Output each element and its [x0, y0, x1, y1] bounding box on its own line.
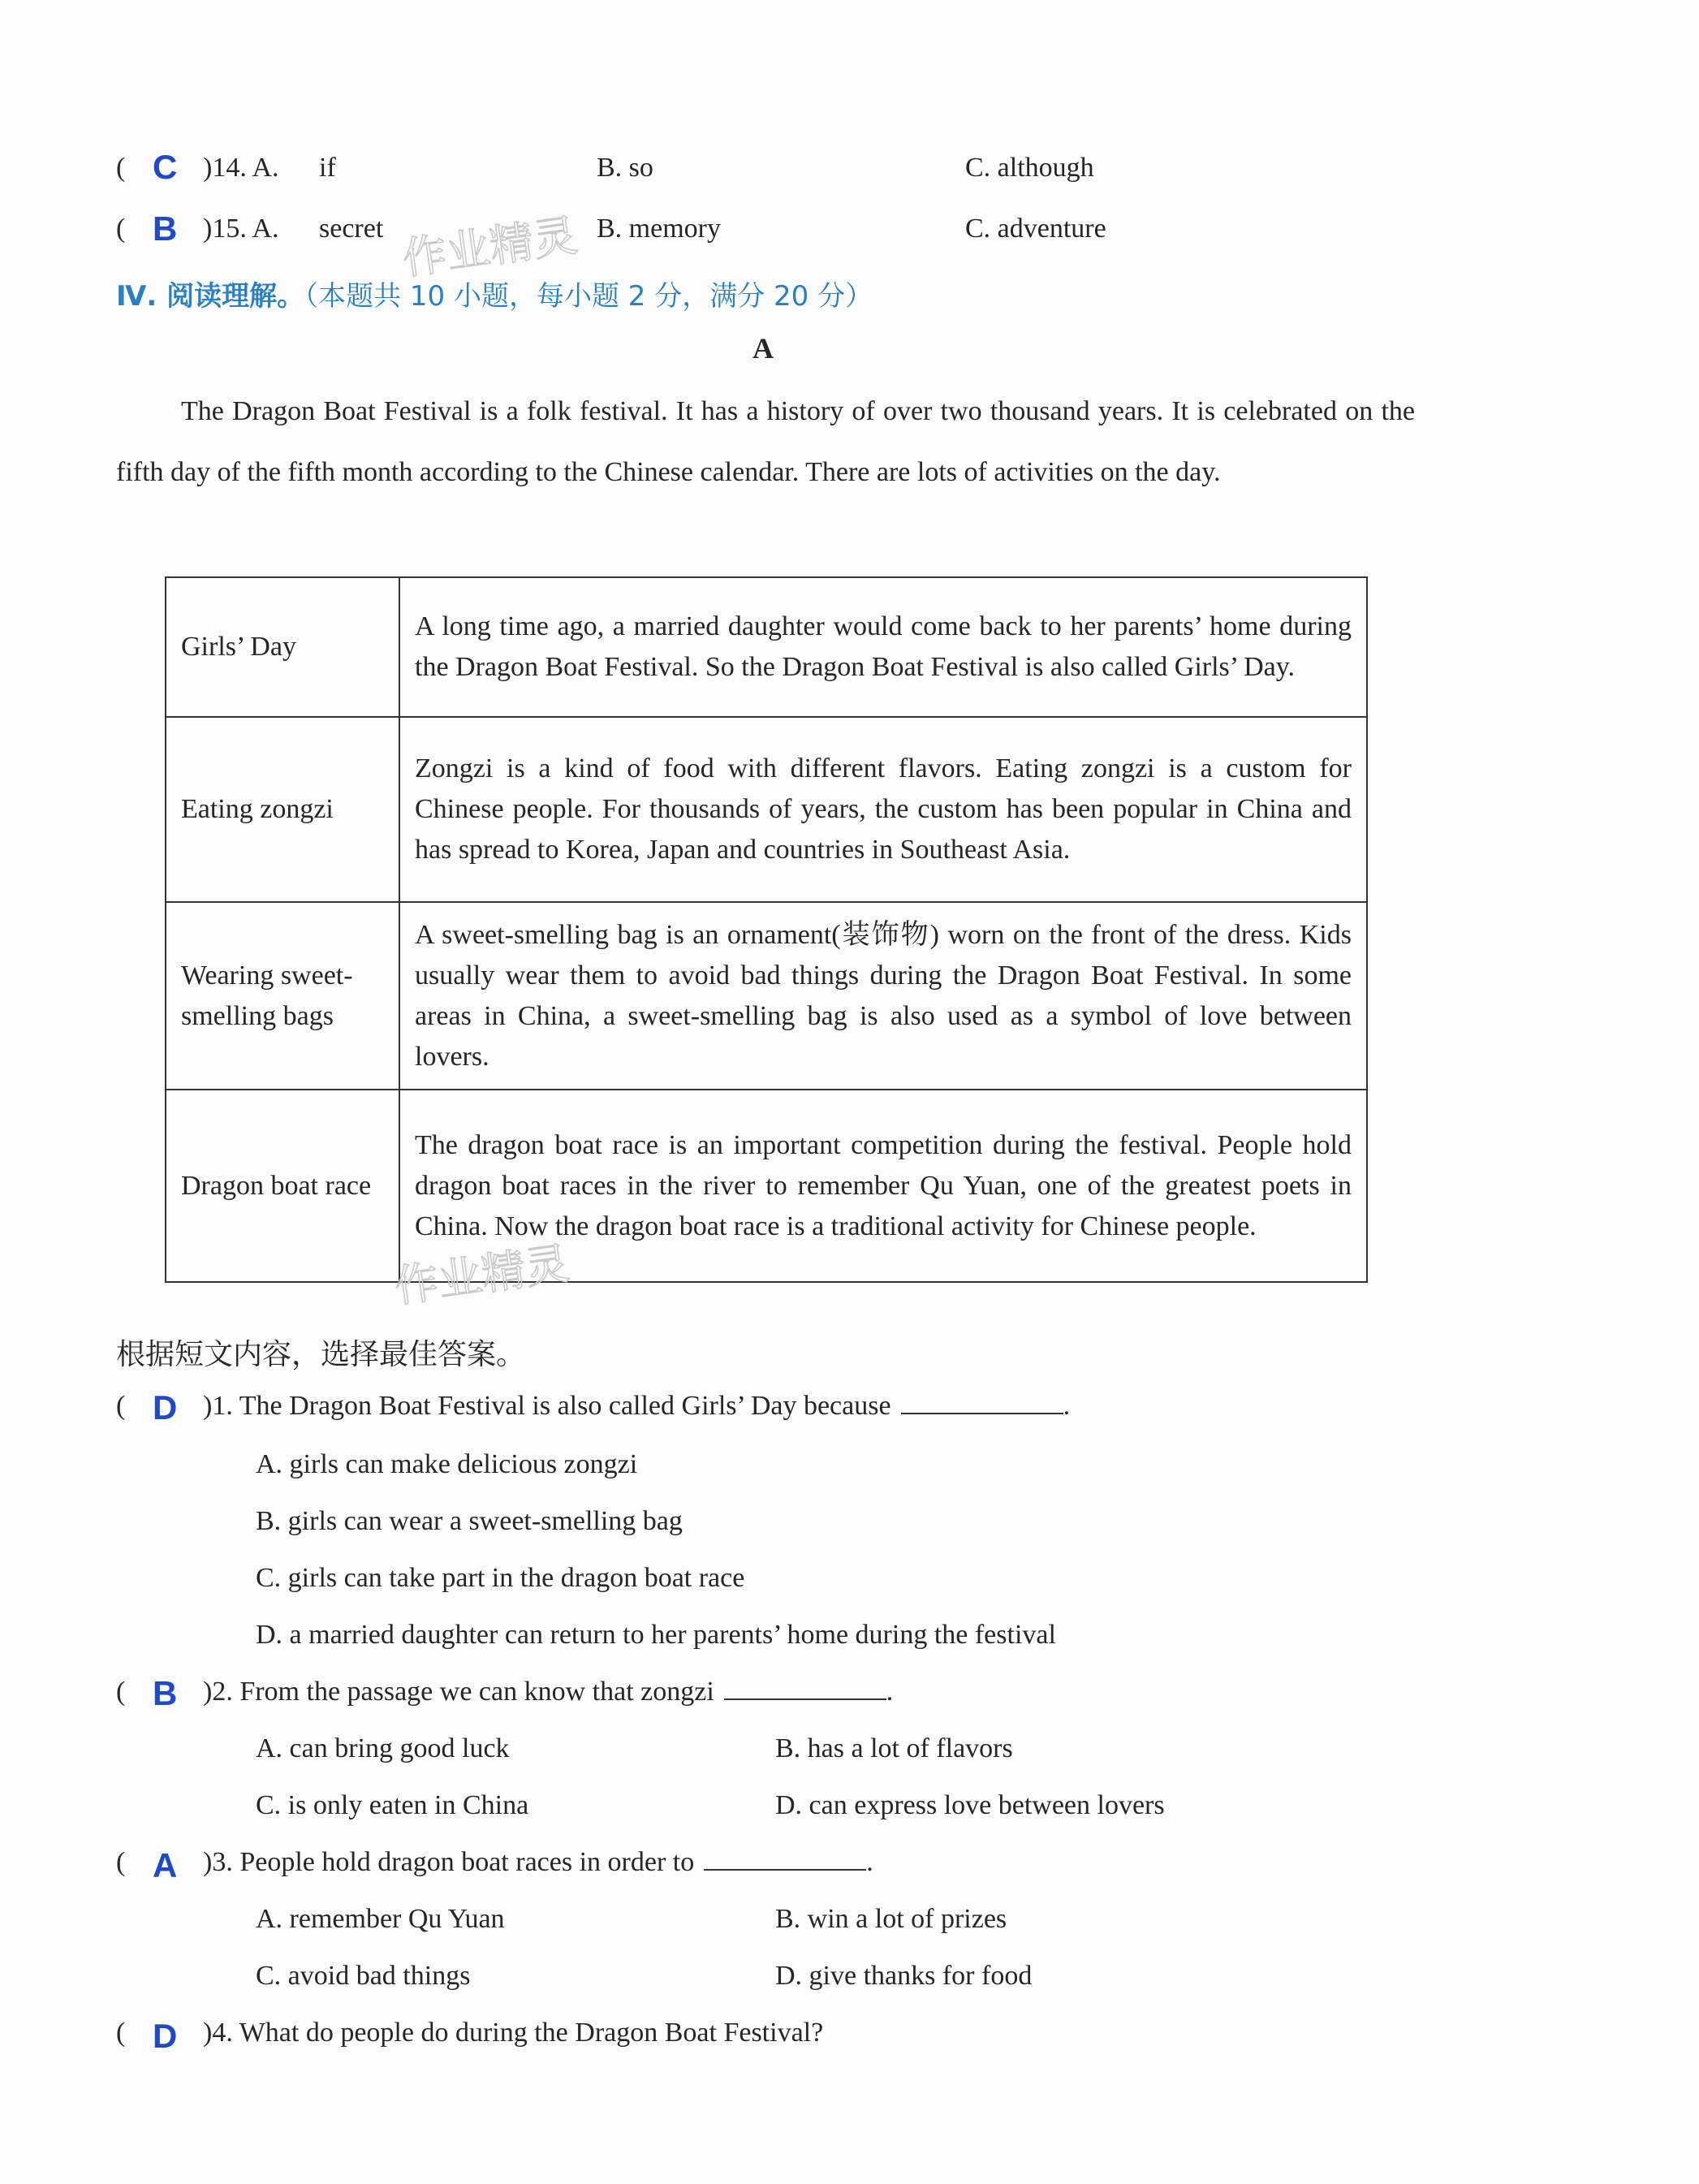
option-d: D. give thanks for food [775, 1961, 1033, 1991]
paren-open: ( [116, 153, 126, 183]
row-value: The dragon boat race is an important competition during the festival. People hold dragon boat races in the river to remember Qu Yuan, one of the greatest poets in China. Now the dragon boat race is a traditional activity for Chinese people. [399, 1090, 1367, 1282]
option-b: B. girls can wear a sweet-smelling bag [256, 1506, 683, 1536]
paren-open: ( [116, 214, 126, 244]
option-a: if [319, 153, 336, 183]
question-stem: )4. What do people do during the Dragon Boat Festival? [203, 2018, 824, 2048]
passage-intro: The Dragon Boat Festival is a folk festival. It has a history of over two thousand years. It is celebrated on the fifth day of the fifth month according to the Chinese calendar. There are lots of activities on the day. [116, 396, 1415, 487]
option-d: D. can express love between lovers [775, 1790, 1165, 1820]
option-a: A. can bring good luck [256, 1733, 510, 1763]
option-a: A. remember Qu Yuan [256, 1904, 505, 1934]
option-b: B. win a lot of prizes [775, 1904, 1007, 1934]
question-stem: )2. From the passage we can know that zongzi . [203, 1674, 893, 1710]
row-key: Dragon boat race [166, 1090, 399, 1282]
option-a: A. girls can make delicious zongzi [256, 1449, 638, 1479]
option-b: B. has a lot of flavors [775, 1733, 1013, 1763]
section-header [116, 274, 873, 313]
section-title: Ⅳ. 阅读理解。 [116, 280, 305, 313]
answer-mark: C [153, 148, 178, 186]
section-points: （本题共 10 小题，每小题 2 分，满分 20 分） [304, 280, 873, 313]
passage-label: A [752, 332, 774, 365]
option-c: C. although [965, 153, 1094, 183]
option-c: C. girls can take part in the dragon boat race [256, 1563, 745, 1593]
question-number: )14. A. [203, 153, 279, 183]
answer-blank [901, 1388, 1063, 1414]
row-key: Wearing sweet-smelling bags [166, 902, 399, 1090]
option-c: C. is only eaten in China [256, 1790, 529, 1820]
question-number: )15. A. [203, 214, 279, 244]
paren-open: ( [116, 2018, 126, 2048]
option-c: C. adventure [965, 214, 1106, 244]
paren-open: ( [116, 1847, 126, 1877]
stem-text: )2. From the passage we can know that zongzi [203, 1677, 714, 1707]
answer-blank [704, 1845, 866, 1871]
question-stem: )3. People hold dragon boat races in order to . [203, 1845, 873, 1880]
row-value: A sweet-smelling bag is an ornament(装饰物) worn on the front of the dress. Kids usually wear them to avoid bad things during the Dragon Boat Festival. In some areas in China, a sweet-smelling bag is also used as a symbol of love between lovers. [399, 902, 1367, 1090]
stem-text: )1. The Dragon Boat Festival is also called Girls’ Day because [203, 1391, 891, 1421]
table-row [166, 902, 1367, 1090]
paren-open: ( [116, 1391, 126, 1421]
option-b: B. memory [597, 214, 721, 244]
paren-open: ( [116, 1677, 126, 1707]
stem-text: )3. People hold dragon boat races in order to [203, 1847, 695, 1877]
row-value: Zongzi is a kind of food with different flavors. Eating zongzi is a custom for Chinese people. For thousands of years, the custom has been popular in China and has spread to Korea, Japan and countries in Southeast Asia. [399, 717, 1367, 902]
watermark: 作业精灵 [391, 1237, 572, 1313]
watermark: 作业精灵 [399, 209, 580, 285]
question-stem: )1. The Dragon Boat Festival is also called Girls’ Day because . [203, 1388, 1070, 1424]
answer-mark: B [153, 209, 178, 248]
answer-blank [724, 1674, 886, 1700]
festival-table [165, 576, 1368, 1283]
answer-mark: D [153, 1388, 178, 1427]
option-b: B. so [597, 153, 653, 183]
row-value: A long time ago, a married daughter would come back to her parents’ home during the Dragon Boat Festival. So the Dragon Boat Festival is also called Girls’ Day. [399, 577, 1367, 717]
table-row [166, 577, 1367, 717]
option-d: D. a married daughter can return to her parents’ home during the festival [256, 1620, 1056, 1650]
answer-mark: D [153, 2017, 178, 2055]
answer-mark: B [153, 1674, 178, 1712]
row-key: Girls’ Day [166, 577, 399, 717]
table-row [166, 717, 1367, 902]
option-a: secret [319, 214, 384, 244]
row-key: Eating zongzi [166, 717, 399, 902]
table-row [166, 1090, 1367, 1282]
instruction: 根据短文内容，选择最佳答案。 [116, 1338, 526, 1371]
answer-mark: A [153, 1846, 178, 1884]
option-c: C. avoid bad things [256, 1961, 471, 1991]
